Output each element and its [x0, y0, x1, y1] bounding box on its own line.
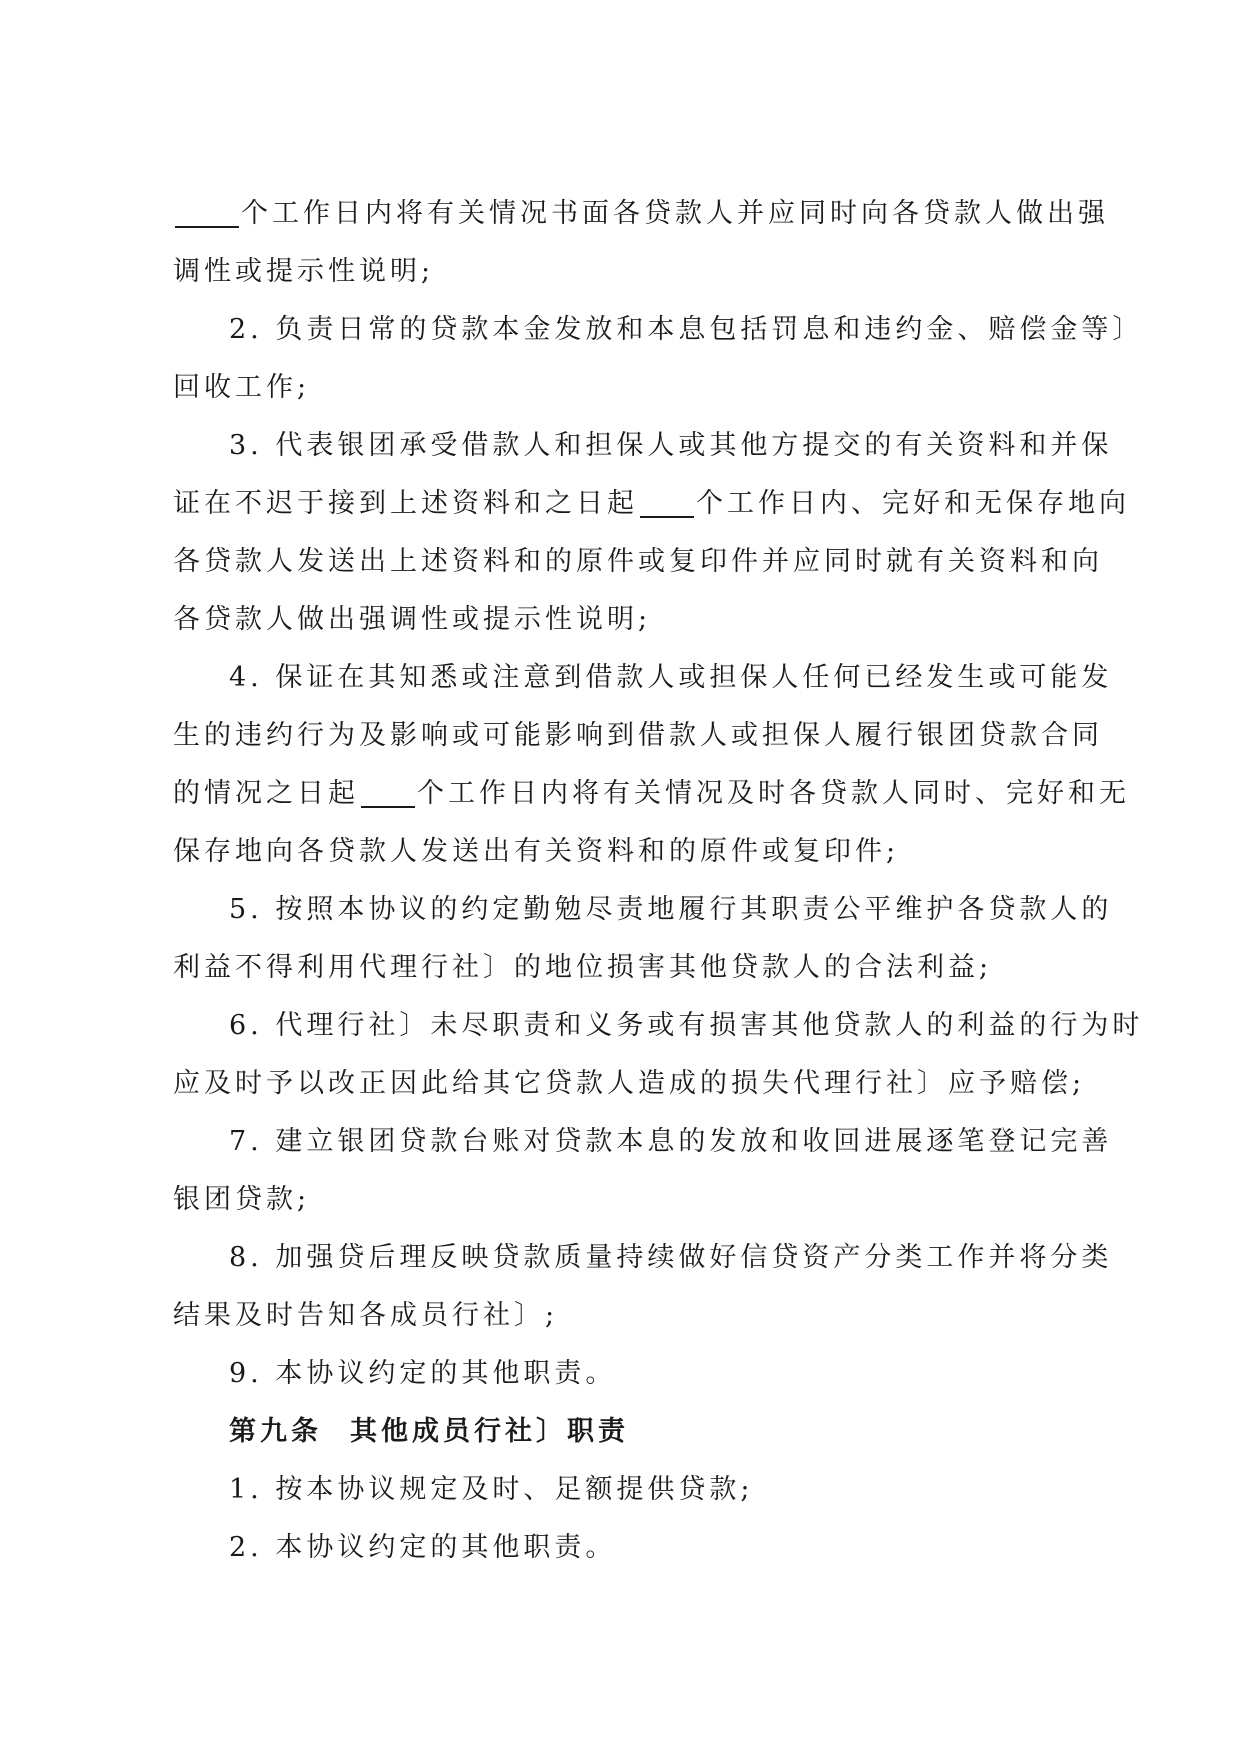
text-line: 应及时予以改正因此给其它贷款人造成的损失代理行社〕应予赔偿;	[173, 1068, 1086, 1099]
text-line: 各贷款人发送出上述资料和的原件或复印件并应同时就有关资料和向	[173, 546, 1103, 577]
text-line: 生的违约行为及影响或可能影响到借款人或担保人履行银团贷款合同	[173, 720, 1103, 751]
list-item: 4. 保证在其知悉或注意到借款人或担保人任何已经发生或可能发	[229, 662, 1113, 693]
list-item: 7. 建立银团贷款台账对贷款本息的发放和收回进展逐笔登记完善	[229, 1126, 1113, 1157]
text-line: 调性或提示性说明;	[173, 256, 435, 287]
section-heading	[173, 1403, 1068, 1461]
line-text: 个工作日内、完好和无保存地向	[696, 488, 1130, 519]
text-line: 利益不得利用代理行社〕的地位损害其他贷款人的合法利益;	[173, 952, 993, 983]
list-item: 8. 加强贷后理反映贷款质量持续做好信贷资产分类工作并将分类	[229, 1242, 1113, 1273]
line-text: 个工作日内将有关情况书面各贷款人并应同时向各贷款人做出强	[241, 198, 1109, 229]
text-line: 银团贷款;	[173, 1184, 311, 1215]
list-item: 9. 本协议约定的其他职责。	[229, 1358, 617, 1389]
line-text: 的情况之日起	[173, 778, 359, 809]
text-line: 保存地向各贷款人发送出有关资料和的原件或复印件;	[173, 836, 900, 867]
text-line: 结果及时告知各成员行社〕;	[173, 1300, 559, 1331]
list-item: 2. 本协议约定的其他职责。	[229, 1532, 617, 1563]
text-line	[173, 475, 1130, 533]
list-item: 5. 按照本协议的约定勤勉尽责地履行其职责公平维护各贷款人的	[229, 894, 1113, 925]
list-item: 3. 代表银团承受借款人和担保人或其他方提交的有关资料和并保	[229, 430, 1113, 461]
line-text: 证在不迟于接到上述资料和之日起	[173, 488, 638, 519]
text-line: 回收工作;	[173, 372, 311, 403]
fill-in-blank	[640, 482, 694, 518]
article-title: 其他成员行社〕职责	[350, 1416, 629, 1447]
text-line: 各贷款人做出强调性或提示性说明;	[173, 604, 652, 635]
list-item: 2. 负责日常的贷款本金发放和本息包括罚息和违约金、赔偿金等〕	[229, 314, 1144, 345]
article-number: 第九条	[229, 1416, 322, 1447]
fill-in-blank	[361, 772, 415, 808]
list-item: 6. 代理行社〕未尽职责和义务或有损害其他贷款人的利益的行为时	[229, 1010, 1144, 1041]
document-page	[173, 185, 1144, 1577]
list-item: 1. 按本协议规定及时、足额提供贷款;	[229, 1474, 754, 1505]
fill-in-blank	[175, 192, 239, 228]
line-text: 个工作日内将有关情况及时各贷款人同时、完好和无	[417, 778, 1130, 809]
text-line	[173, 185, 1109, 243]
text-line	[173, 765, 1130, 823]
